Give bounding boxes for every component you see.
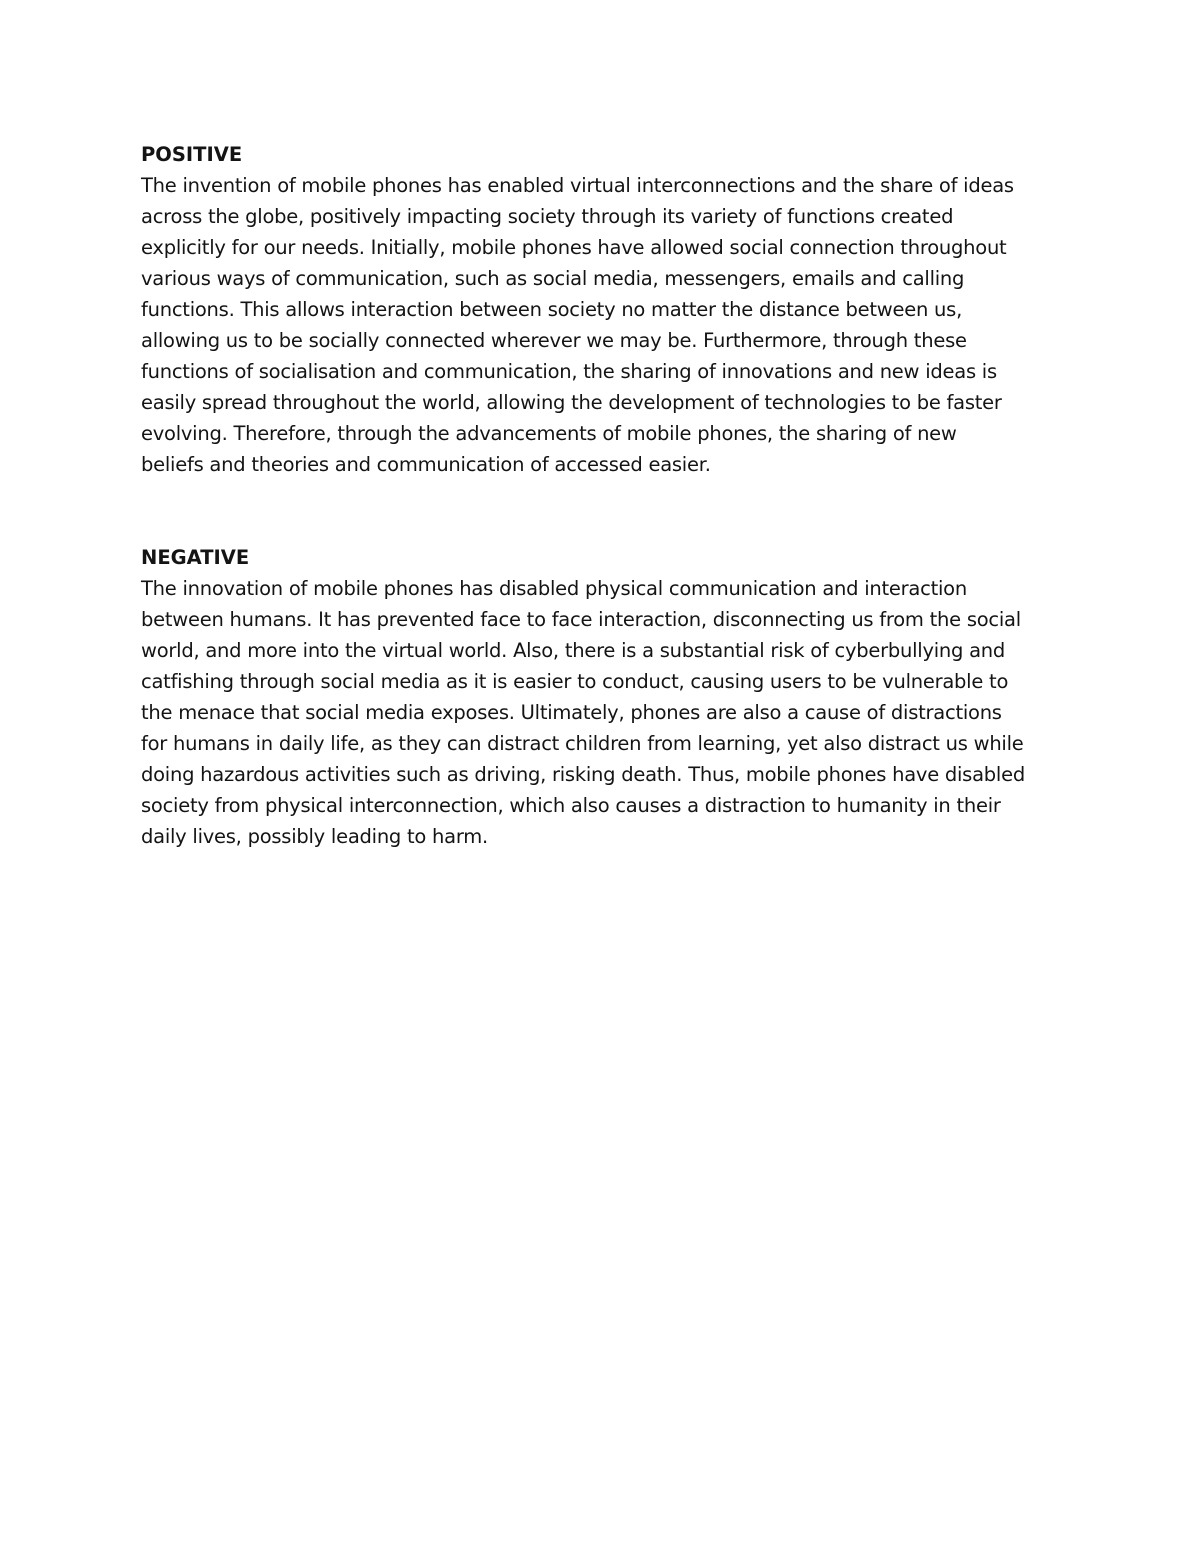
text-line: The invention of mobile phones has enabled virtual interconnections and the share of ideas: [141, 174, 1014, 197]
text-line: allowing us to be socially connected wherever we may be. Furthermore, through these: [141, 329, 967, 352]
text-line: The innovation of mobile phones has disabled physical communication and interaction: [141, 577, 967, 600]
text-line: daily lives, possibly leading to harm.: [141, 825, 488, 848]
paragraph: [141, 573, 1066, 852]
text-line: easily spread throughout the world, allowing the development of technologies to be faster: [141, 391, 1002, 414]
text-line: catfishing through social media as it is easier to conduct, causing users to be vulnerable to: [141, 670, 1009, 693]
text-line: explicitly for our needs. Initially, mobile phones have allowed social connection throughout: [141, 236, 1007, 259]
document-content: [141, 139, 1066, 852]
text-line: across the globe, positively impacting society through its variety of functions created: [141, 205, 954, 228]
negative-section: [141, 542, 1066, 852]
text-line: between humans. It has prevented face to face interaction, disconnecting us from the social: [141, 608, 1021, 631]
text-line: functions of socialisation and communication, the sharing of innovations and new ideas is: [141, 360, 997, 383]
text-line: beliefs and theories and communication of accessed easier.: [141, 453, 711, 476]
text-line: world, and more into the virtual world. Also, there is a substantial risk of cyberbullying and: [141, 639, 1006, 662]
text-line: various ways of communication, such as social media, messengers, emails and calling: [141, 267, 965, 290]
section-heading: POSITIVE: [141, 143, 243, 166]
text-line: functions. This allows interaction between society no matter the distance between us,: [141, 298, 963, 321]
paragraph: [141, 170, 1066, 480]
text-line: evolving. Therefore, through the advancements of mobile phones, the sharing of new: [141, 422, 957, 445]
positive-section: [141, 139, 1066, 480]
text-line: the menace that social media exposes. Ultimately, phones are also a cause of distractions: [141, 701, 1002, 724]
text-line: for humans in daily life, as they can distract children from learning, yet also distract us while: [141, 732, 1024, 755]
text-line: doing hazardous activities such as driving, risking death. Thus, mobile phones have disabled: [141, 763, 1025, 786]
text-line: society from physical interconnection, which also causes a distraction to humanity in their: [141, 794, 1001, 817]
section-heading: NEGATIVE: [141, 546, 250, 569]
